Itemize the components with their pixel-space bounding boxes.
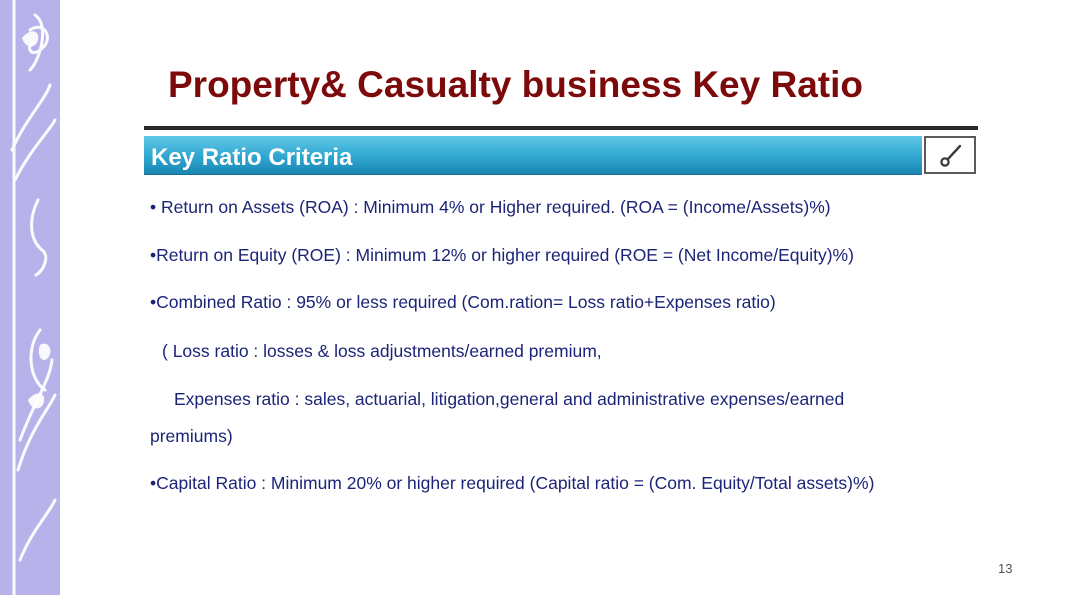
key-icon-box [924, 136, 976, 174]
title-divider [144, 126, 978, 130]
ratio-line-expenses-cont: premiums) [150, 426, 233, 446]
ratio-line-combined: •Combined Ratio : 95% or less required (Com.ration= Loss ratio+Expenses ratio) [150, 292, 776, 312]
ornament-icon [0, 0, 60, 595]
ratio-line-roe: •Return on Equity (ROE) : Minimum 12% or higher required (ROE = (Net Income/Equity)%) [150, 245, 854, 265]
key-icon [939, 143, 963, 169]
page-number: 13 [998, 561, 1013, 576]
ratio-line-roa: • Return on Assets (ROA) : Minimum 4% or Higher required. (ROA = (Income/Assets)%) [150, 197, 831, 217]
section-header-bar [144, 136, 922, 175]
slide-title: Property& Casualty business Key Ratio [168, 64, 863, 105]
ratio-line-capital: •Capital Ratio : Minimum 20% or higher required (Capital ratio = (Com. Equity/Total assets)%) [150, 473, 875, 493]
ratio-line-expenses: Expenses ratio : sales, actuarial, litigation,general and administrative expenses/earned [174, 389, 845, 409]
ratio-line-loss: ( Loss ratio : losses & loss adjustments/earned premium, [162, 341, 602, 361]
decorative-side-strip [0, 0, 60, 595]
section-label: Key Ratio Criteria [151, 144, 353, 171]
